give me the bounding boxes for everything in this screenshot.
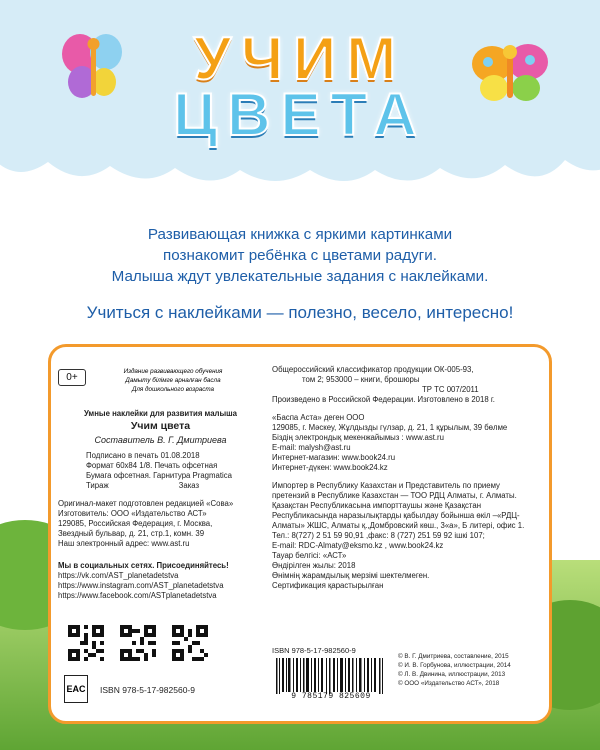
copyright-line: © В. Г. Дмитриева, составление, 2015 — [398, 653, 509, 660]
order-label: Заказ — [178, 481, 200, 490]
classifier-line: Общероссийский классификатор продукции ОК-005-93, — [272, 365, 474, 374]
circulation-label: Тираж — [86, 481, 109, 490]
kz-publisher-line: Біздің электрондық мекенжайымыз : www.ast.ru — [272, 433, 444, 442]
copyright-line: © И. В. Горбунова, иллюстрации, 2014 — [398, 662, 511, 669]
social-link-vk[interactable]: https://vk.com/AST_planetadetstva — [58, 571, 179, 580]
imprint-left-column — [58, 409, 263, 601]
importer-line: претензий в Республике Казахстан — ТОО РДЦ Алматы, г. Алматы. — [272, 491, 517, 500]
importer-line: Республикасында наразылықтарды қабылдау бойынша өкіл –«РДЦ- — [272, 511, 520, 520]
importer-line: Импортер в Республику Казахстан и Представитель по приему — [272, 481, 500, 490]
importer-line: Өнімнің жарамдылық мерзімі шектелмеген. — [272, 571, 430, 580]
book-description — [0, 224, 600, 287]
isbn-left: ISBN 978-5-17-982560-9 — [100, 685, 195, 695]
importer-line: Алматы» ЖШС, Алматы қ.,Домбровский көш., 3«а», Б литері, офис 1. — [272, 521, 525, 530]
title-line-2: ЦВЕТА — [173, 81, 427, 148]
kz-publisher-line: Интернет-магазин: www.book24.ru — [272, 453, 396, 462]
qr-code-facebook-icon[interactable] — [172, 625, 208, 661]
imprint-right-column — [272, 365, 547, 591]
publisher-line: Оригинал-макет подготовлен редакцией «Сова» — [58, 499, 234, 508]
title-line-1: УЧИМ — [193, 25, 407, 92]
kz-publisher-line: 129085, г. Мәскеу, Жұлдызды гүлзар, д. 21, 1 құрылым, 39 бөлме — [272, 423, 508, 432]
print-info-line: Подписано в печать 01.08.2018 — [86, 451, 200, 460]
eac-mark-icon: EAC — [64, 675, 88, 703]
kz-publisher-line: «Баспа Аста» деген ООО — [272, 413, 365, 422]
age-rating-badge: 0+ — [58, 369, 86, 386]
copyright-line: © ООО «Издательство АСТ», 2018 — [398, 680, 500, 687]
classifier-line: том 2; 953000 – книги, брошюры — [302, 375, 420, 384]
importer-line: Қазақстан Республикасына импорттаушы және Қазақстан — [272, 501, 482, 510]
tr-ts: ТР ТС 007/2011 — [422, 385, 479, 394]
copyright-line: © Л. В. Двинина, иллюстрации, 2013 — [398, 671, 506, 678]
importer-line: Тауар белгісі: «АСТ» — [272, 551, 347, 560]
publication-type-line: Дамыту білімге арналған басла — [125, 377, 221, 384]
barcode-digits: 9 785179 825609 — [291, 692, 371, 701]
qr-code-instagram-icon[interactable] — [120, 625, 156, 661]
importer-line: Тел.: 8(727) 2 51 59 90,91 ,факс: 8 (727) 251 59 92 ішкі 107; — [272, 531, 485, 540]
header-area — [0, 0, 600, 205]
isbn-right: ISBN 978-5-17-982560-9 — [272, 646, 356, 655]
print-info-line: Бумага офсетная. Гарнитура Pragmatica — [86, 471, 232, 480]
description-line: Развивающая книжка с яркими картинками — [147, 226, 453, 243]
made-in: Произведено в Российской Федерации. Изготовлено в 2018 г. — [272, 395, 495, 404]
social-link-instagram[interactable]: https://www.instagram.com/AST_planetadetstva — [58, 581, 224, 590]
social-link-facebook[interactable]: https://www.facebook.com/ASTplanetadetstva — [58, 591, 217, 600]
importer-line: Өндірілген жылы: 2018 — [272, 561, 356, 570]
copyright-block — [398, 652, 588, 688]
book-title: Учим цвета — [130, 420, 191, 432]
publication-type-line: Издание развивающего обучения — [123, 368, 223, 375]
description-line: Малыша ждут увлекательные задания с наклейками. — [111, 268, 489, 285]
kz-publisher-line: Интернет-дүкен: www.book24.kz — [272, 463, 388, 472]
publisher-line: 129085, Российская Федерация, г. Москва, — [58, 519, 213, 528]
qr-code-vk-icon[interactable] — [68, 625, 104, 661]
importer-line: Сертификация қарастырылған — [272, 581, 384, 590]
series-name: Умные наклейки для развития малыша — [83, 409, 238, 418]
print-info-line: Формат 60x84 1/8. Печать офсетная — [86, 461, 218, 470]
kz-publisher-line: E-mail: malysh@ast.ru — [272, 443, 351, 452]
social-heading: Мы в социальных сетях. Присоединяйтесь! — [58, 561, 229, 570]
publisher-line: Изготовитель: ООО «Издательство АСТ» — [58, 509, 207, 518]
importer-line: E-mail: RDC-Almaty@eksmo.kz , www.book24.kz — [272, 541, 444, 550]
publisher-line: Наш электронный адрес: www.ast.ru — [58, 539, 190, 548]
publication-type — [88, 367, 258, 394]
compiler: Составитель В. Г. Дмитриева — [94, 435, 227, 445]
description-line: познакомит ребёнка с цветами радуги. — [163, 247, 437, 264]
publisher-line: Звездный бульвар, д. 21, стр.1, комн. 39 — [58, 529, 205, 538]
motto: Учиться с наклейками — полезно, весело, интересно! — [86, 303, 514, 322]
publication-type-line: Для дошкольного возраста — [131, 386, 215, 393]
